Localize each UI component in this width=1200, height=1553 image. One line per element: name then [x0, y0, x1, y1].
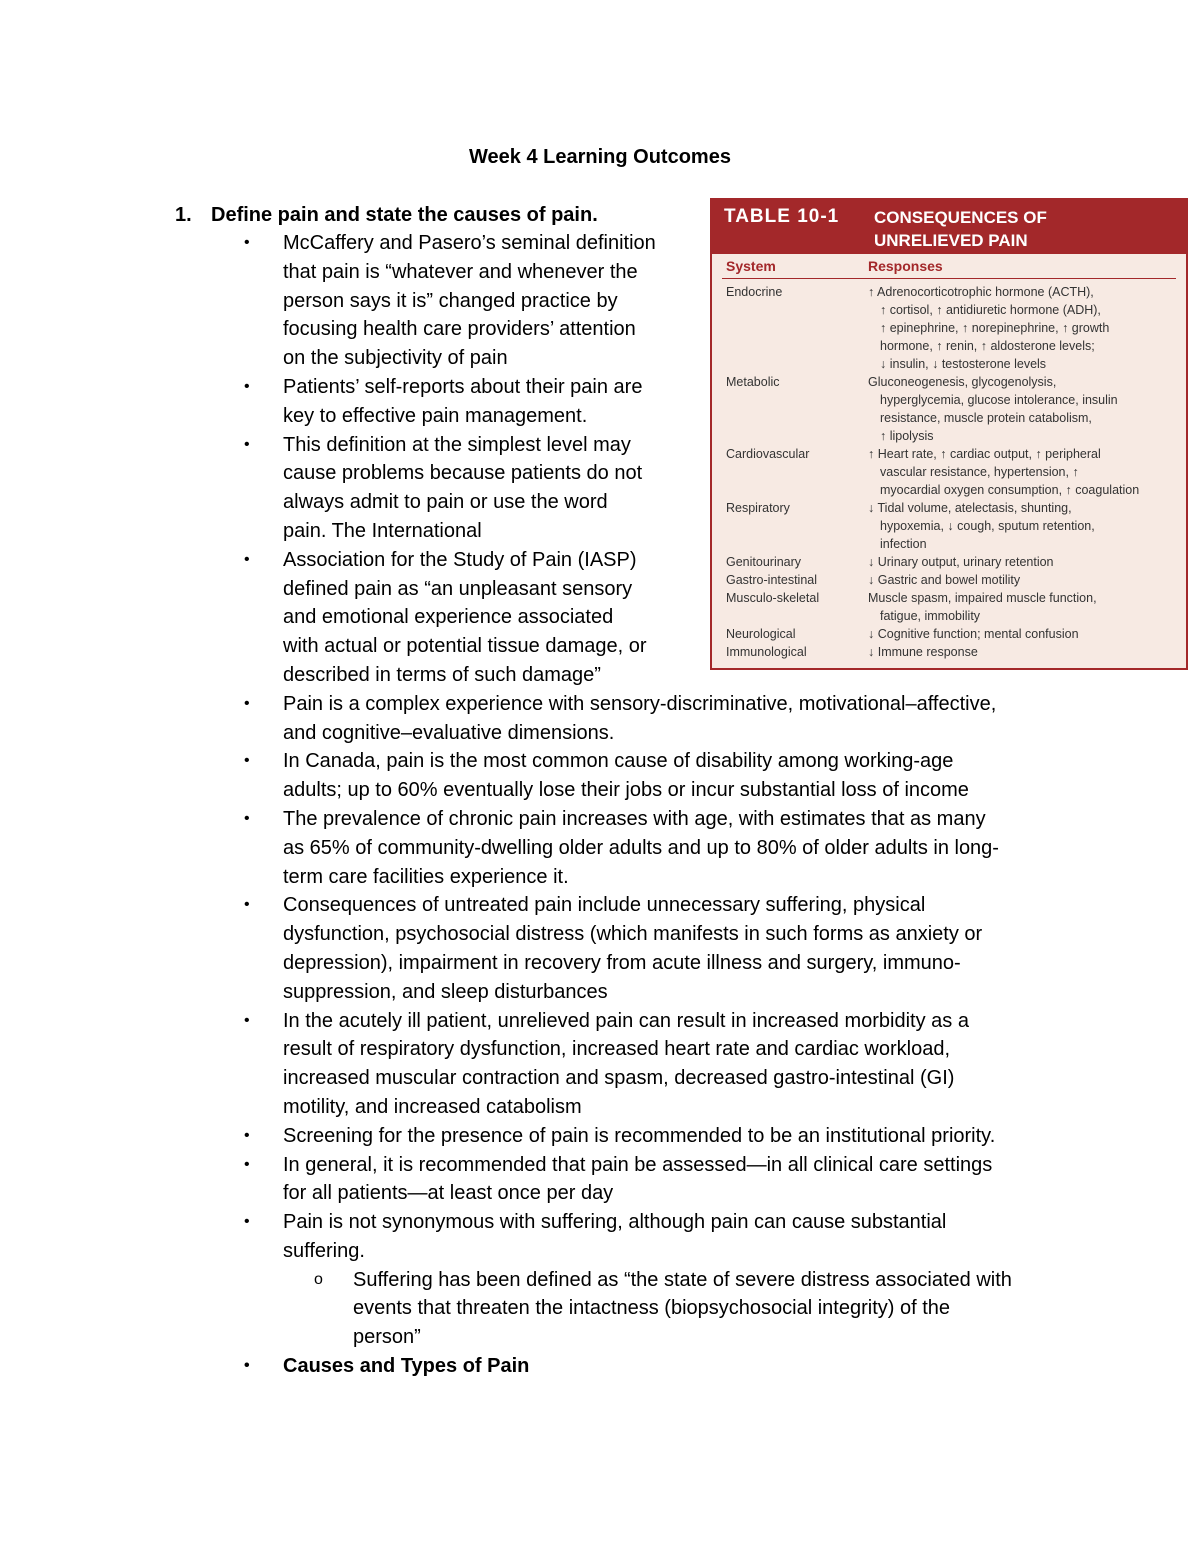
response-line: Muscle spasm, impaired muscle function,: [868, 591, 1097, 605]
list-item-line: The prevalence of chronic pain increases with age, with estimates that as many: [283, 807, 986, 830]
list-item-line: Pain is not synonymous with suffering, although pain can cause substantial: [283, 1211, 947, 1234]
list-item-line: Association for the Study of Pain (IASP): [283, 548, 637, 571]
list-item-line: person”: [353, 1326, 421, 1349]
list-item-line: term care facilities experience it.: [283, 865, 569, 888]
column-header-system: System: [726, 258, 776, 274]
list-item-line: key to effective pain management.: [283, 404, 588, 427]
table-row: [722, 445, 1176, 499]
table-column-headers: [722, 254, 1176, 279]
list-item-line: This definition at the simplest level may: [283, 433, 631, 456]
table-header: [712, 200, 1186, 254]
bullet-marker: •: [244, 377, 250, 395]
response-line: ↑ Heart rate, ↑ cardiac output, ↑ peripheral: [868, 447, 1101, 461]
table-cell-responses: [868, 625, 1176, 643]
table-cell-responses: [868, 283, 1176, 373]
table-row: [722, 373, 1176, 445]
column-header-responses: Responses: [868, 258, 943, 274]
list-item-line: Screening for the presence of pain is recommended to be an institutional priority.: [283, 1124, 996, 1147]
table-cell-system: Endocrine: [726, 285, 783, 299]
list-item-line: pain. The International: [283, 519, 482, 542]
list-item-line: Consequences of untreated pain include unnecessary suffering, physical: [283, 894, 926, 917]
list-item-line: suffering.: [283, 1239, 365, 1262]
response-line: vascular resistance, hypertension, ↑: [880, 465, 1079, 479]
bullet-marker: •: [244, 1126, 250, 1144]
response-line: ↑ Adrenocorticotrophic hormone (ACTH),: [868, 285, 1094, 299]
list-item-line: increased muscular contraction and spasm, decreased gastro-intestinal (GI): [283, 1067, 955, 1090]
list-item: [0, 1266, 1073, 1352]
response-line: ↓ Cognitive function; mental confusion: [868, 627, 1079, 641]
response-line: ↑ epinephrine, ↑ norepinephrine, ↑ growth: [880, 321, 1110, 335]
table-row: [722, 625, 1176, 643]
table-row: [722, 643, 1176, 661]
table-cell-responses: [868, 373, 1176, 445]
list-item: [0, 1208, 1063, 1266]
bullet-marker: •: [244, 1357, 250, 1375]
bullet-marker: o: [314, 1270, 323, 1288]
bullet-marker: •: [244, 809, 250, 827]
table-cell-system: Neurological: [726, 627, 796, 641]
table-cell-responses: [868, 553, 1176, 571]
table-cell-responses: [868, 589, 1176, 625]
bullet-marker: •: [244, 234, 250, 251]
bullet-marker: •: [244, 1155, 250, 1173]
table-number: TABLE 10-1: [724, 206, 840, 227]
list-item-line: described in terms of such damage”: [283, 663, 601, 686]
bullet-marker: •: [244, 896, 250, 914]
table-cell-responses: [868, 499, 1176, 553]
table-cell-system: Gastro-intestinal: [726, 573, 818, 587]
response-line: infection: [880, 537, 927, 551]
response-line: myocardial oxygen consumption, ↑ coagulation: [880, 483, 1140, 497]
bullet-marker: •: [244, 752, 250, 770]
response-line: ↓ Gastric and bowel motility: [868, 573, 1021, 587]
table-cell-responses: [868, 643, 1176, 661]
list-item-line: with actual or potential tissue damage, or: [283, 635, 647, 658]
table-cell-system: Immunological: [726, 645, 807, 659]
table-row: [722, 499, 1176, 553]
table-cell-system: Metabolic: [726, 375, 780, 389]
table-row: [722, 283, 1176, 373]
table-row: [722, 553, 1176, 571]
table-title: [874, 206, 1174, 252]
table-cell-system: Genitourinary: [726, 555, 802, 569]
table-cell-system: Musculo-skeletal: [726, 591, 820, 605]
response-line: hormone, ↑ renin, ↑ aldosterone levels;: [880, 339, 1095, 353]
list-item-line: Patients’ self-reports about their pain are: [283, 375, 643, 398]
table-body: [722, 283, 1176, 661]
list-item-line: Pain is a complex experience with sensory-discriminative, motivational–affective,: [283, 692, 997, 715]
response-line: hypoxemia, ↓ cough, sputum retention,: [880, 519, 1095, 533]
list-item-line: In the acutely ill patient, unrelieved pain can result in increased morbidity as a: [283, 1009, 969, 1032]
table-cell-system: Cardiovascular: [726, 447, 810, 461]
list-item: [0, 747, 1063, 805]
table-row: [722, 571, 1176, 589]
table-row: [722, 589, 1176, 625]
list-item: [0, 690, 1063, 748]
section-heading: [175, 201, 598, 229]
table-cell-responses: [868, 445, 1176, 499]
list-item: [0, 1007, 1063, 1122]
list-item-line: depression), impairment in recovery from acute illness and surgery, immuno-: [283, 951, 961, 974]
list-item-line: that pain is “whatever and whenever the: [283, 260, 638, 283]
table-title-line: CONSEQUENCES OF: [874, 208, 1047, 227]
response-line: ↓ Immune response: [868, 645, 978, 659]
list-item-line: focusing health care providers’ attention: [283, 318, 636, 341]
list-item-line: In general, it is recommended that pain be assessed—in all clinical care settings: [283, 1153, 993, 1176]
list-item-line: and cognitive–evaluative dimensions.: [283, 721, 615, 744]
list-item-line: result of respiratory dysfunction, increased heart rate and cardiac workload,: [283, 1038, 951, 1061]
list-item-line: defined pain as “an unpleasant sensory: [283, 577, 633, 600]
table-cell-responses: [868, 571, 1176, 589]
response-line: ↓ Tidal volume, atelectasis, shunting,: [868, 501, 1072, 515]
bullet-marker: •: [244, 1011, 250, 1029]
list-item-line: always admit to pain or use the word: [283, 491, 608, 514]
list-item-line: motility, and increased catabolism: [283, 1095, 582, 1118]
list-item: [0, 1352, 1063, 1381]
list-item: [0, 805, 1063, 891]
list-item-line: on the subjectivity of pain: [283, 347, 508, 370]
list-item-line: as 65% of community-dwelling older adults and up to 80% of older adults in long-: [283, 836, 999, 859]
list-item: [0, 546, 688, 690]
list-item-line: and emotional experience associated: [283, 606, 614, 629]
list-item-line: suppression, and sleep disturbances: [283, 980, 608, 1003]
list-item-line: In Canada, pain is the most common cause of disability among working-age: [283, 750, 954, 773]
causes-and-types-heading: Causes and Types of Pain: [283, 1355, 530, 1378]
response-line: fatigue, immobility: [880, 609, 981, 623]
bullet-marker: •: [244, 550, 250, 568]
list-item-line: for all patients—at least once per day: [283, 1182, 614, 1205]
list-item-line: dysfunction, psychosocial distress (which manifests in such forms as anxiety or: [283, 923, 983, 946]
bullet-marker: •: [244, 1213, 250, 1231]
table-title-line: UNRELIEVED PAIN: [874, 231, 1028, 250]
list-item-line: adults; up to 60% eventually lose their jobs or incur substantial loss of income: [283, 779, 969, 802]
list-item-line: Suffering has been defined as “the state of severe distress associated with: [353, 1268, 1012, 1291]
page-title: Week 4 Learning Outcomes: [469, 146, 731, 168]
bullet-marker: •: [244, 435, 250, 453]
response-line: hyperglycemia, glucose intolerance, insulin: [880, 393, 1118, 407]
response-line: ↓ Urinary output, urinary retention: [868, 555, 1054, 569]
bullet-marker: •: [244, 694, 250, 712]
section-number: 1.: [175, 204, 192, 226]
section-heading-text: Define pain and state the causes of pain.: [211, 204, 598, 226]
list-item: [0, 1122, 1063, 1151]
response-line: ↑ lipolysis: [880, 429, 934, 443]
response-line: Gluconeogenesis, glycogenolysis,: [868, 375, 1057, 389]
response-line: ↓ insulin, ↓ testosterone levels: [880, 357, 1047, 371]
list-item: [0, 891, 1063, 1006]
response-line: resistance, muscle protein catabolism,: [880, 411, 1092, 425]
list-item-line: McCaffery and Pasero’s seminal definition: [283, 232, 656, 254]
list-item: [0, 229, 688, 373]
list-item-line: events that threaten the intactness (biopsychosocial integrity) of the: [353, 1297, 951, 1320]
response-line: ↑ cortisol, ↑ antidiuretic hormone (ADH),: [880, 303, 1101, 317]
list-item-line: person says it is” changed practice by: [283, 289, 618, 312]
list-item: [0, 431, 688, 546]
list-item-line: cause problems because patients do not: [283, 462, 643, 485]
list-item: [0, 1151, 1063, 1209]
list-item: [0, 373, 688, 431]
table-cell-system: Respiratory: [726, 501, 790, 515]
table-figure: [710, 198, 1188, 670]
